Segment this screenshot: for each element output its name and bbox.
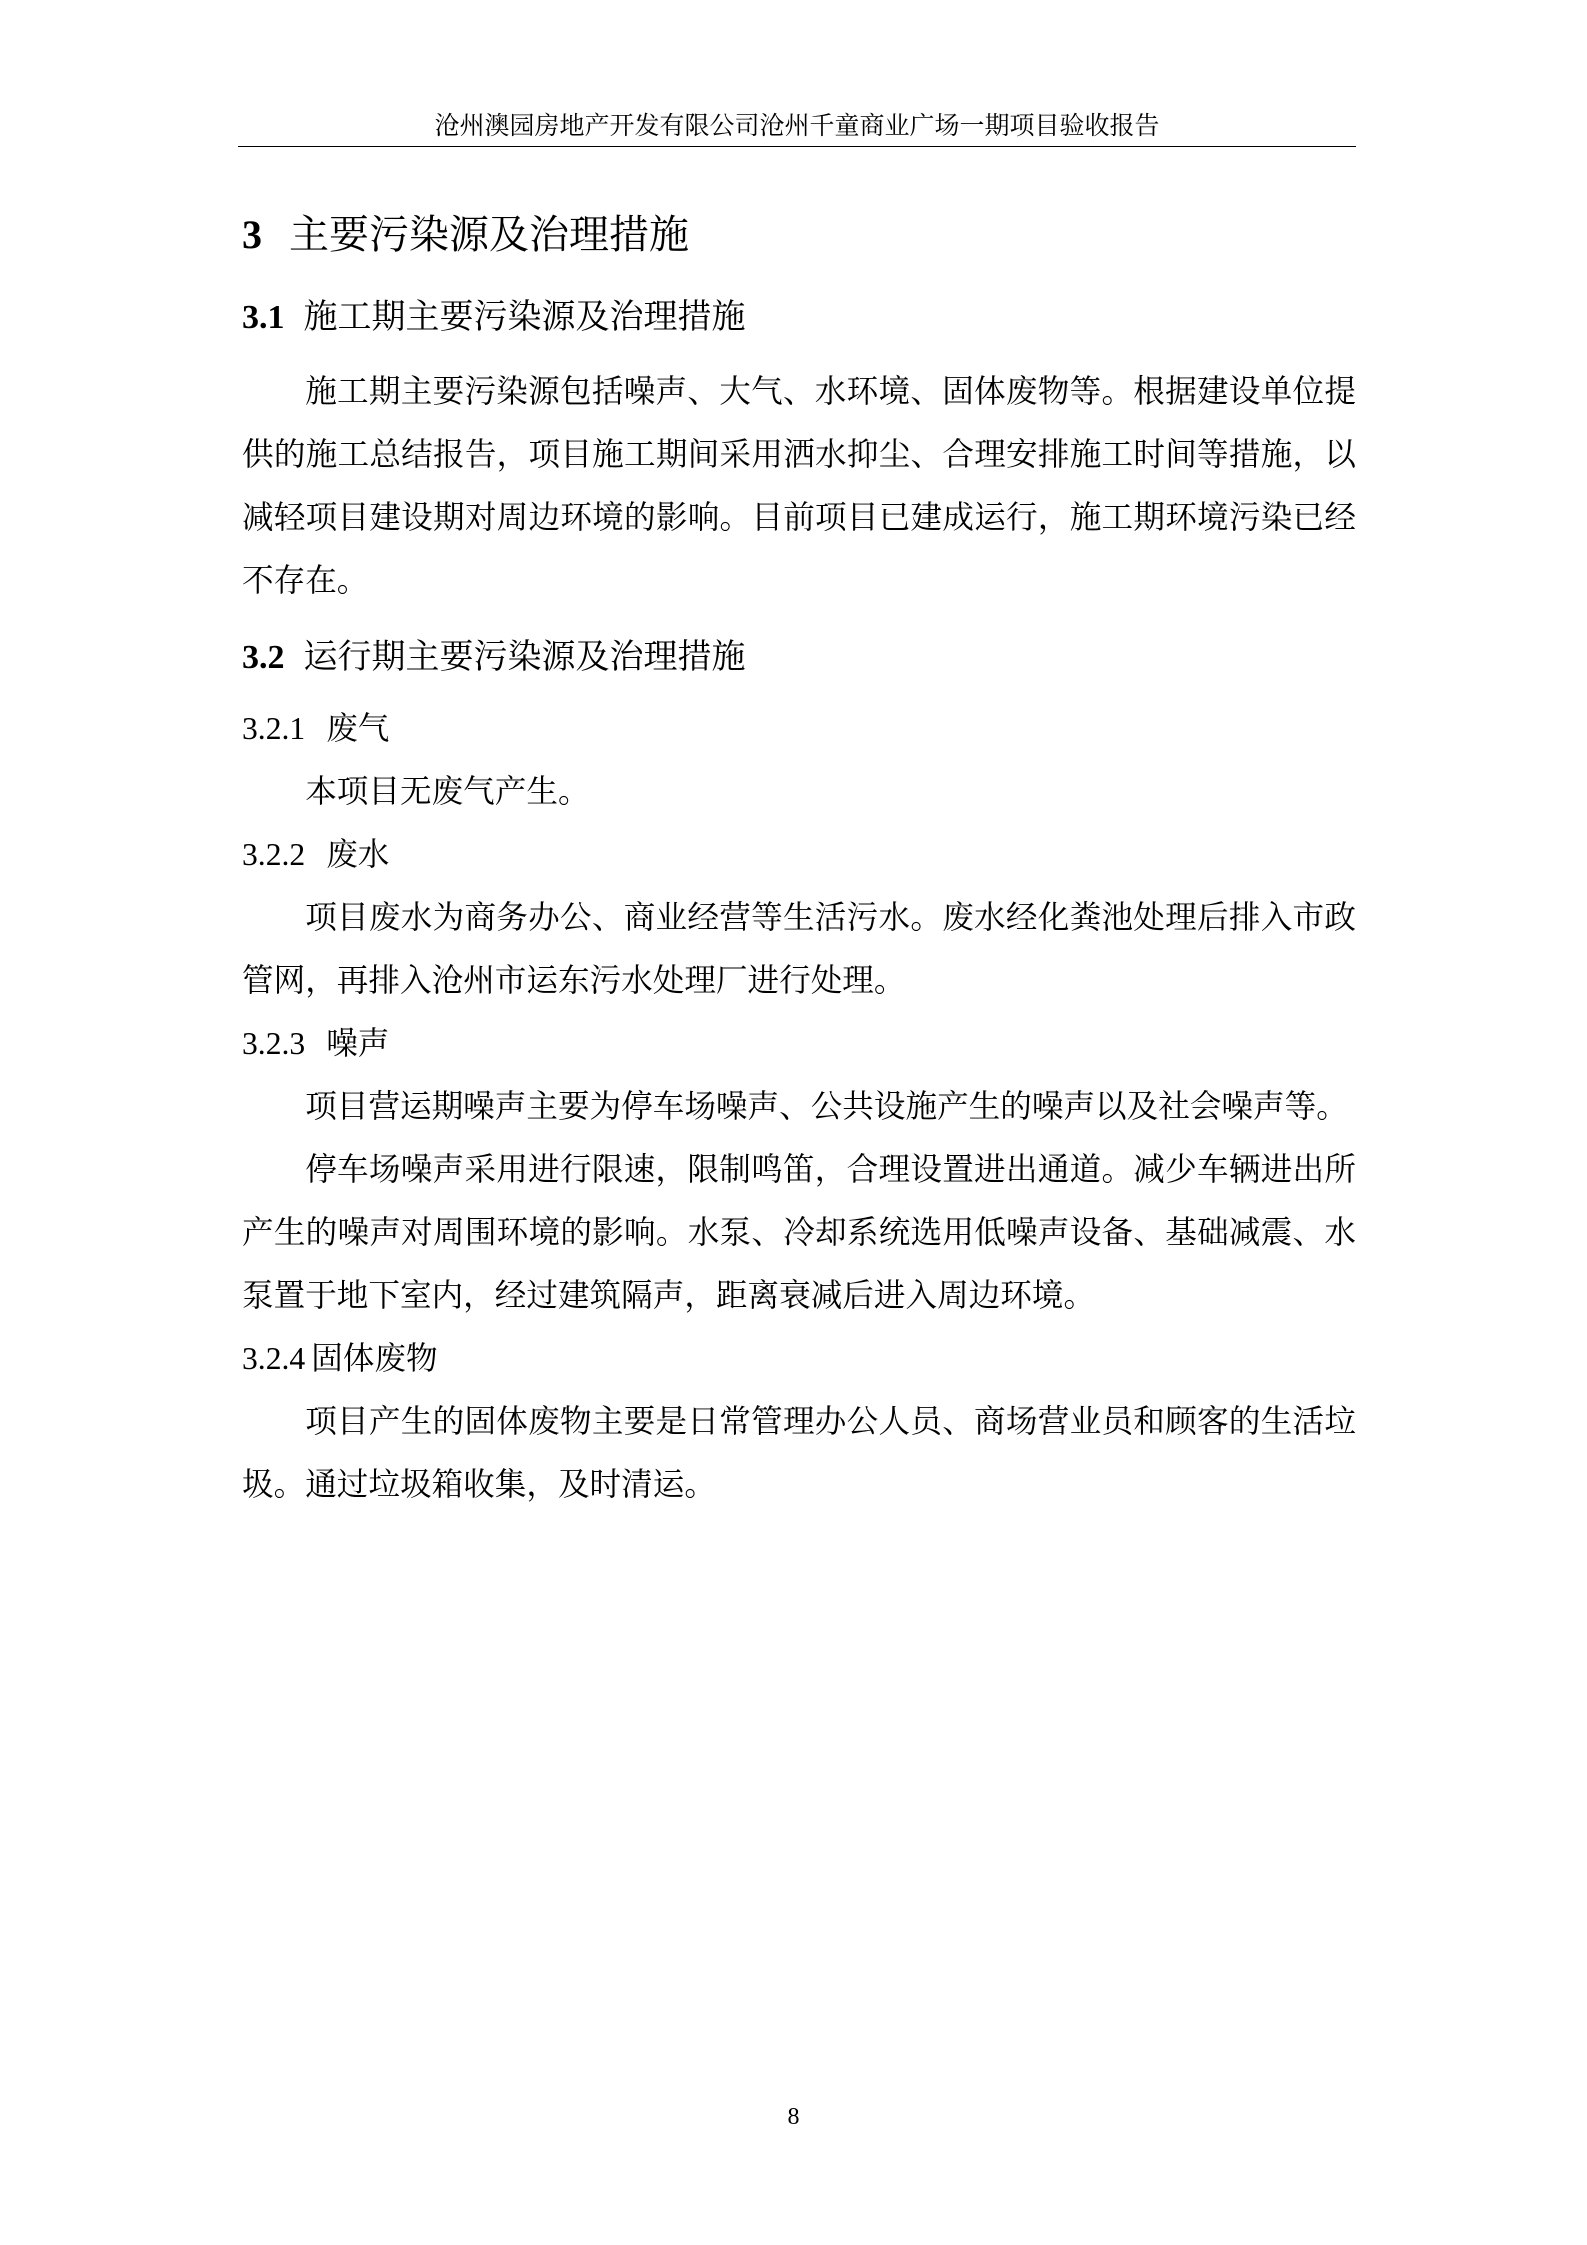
paragraph: 项目废水为商务办公、商业经营等生活污水。废水经化粪池处理后排入市政管网，再排入沧州市运东污水处理厂进行处理。 (242, 900, 1356, 998)
chapter-heading (242, 203, 1356, 267)
subsection-number: 3.2.2 (242, 837, 306, 872)
header-rule (238, 146, 1356, 147)
running-header: 沧州澳园房地产开发有限公司沧州千童商业广场一期项目验收报告 (434, 113, 1160, 140)
section-title: 运行期主要污染源及治理措施 (303, 638, 746, 676)
subsection-number: 3.2.4 (242, 1341, 306, 1376)
chapter-number: 3 (242, 212, 262, 257)
section-title: 施工期主要污染源及治理措施 (303, 298, 746, 336)
paragraph: 本项目无废气产生。 (305, 774, 590, 809)
subsection-heading-3-2-3 (242, 1012, 1356, 1075)
paragraph: 项目营运期噪声主要为停车场噪声、公共设施产生的噪声以及社会噪声等。 (305, 1089, 1348, 1124)
subsection-title: 废水 (326, 837, 390, 872)
subsection-title: 噪声 (326, 1026, 390, 1061)
subsection-number: 3.2.3 (242, 1026, 306, 1061)
section-number: 3.2 (242, 639, 285, 676)
subsection-heading-3-2-4 (242, 1327, 1356, 1390)
subsection-number: 3.2.1 (242, 711, 306, 746)
paragraph: 项目产生的固体废物主要是日常管理办公人员、商场营业员和顾客的生活垃圾。通过垃圾箱收集，及时清运。 (242, 1404, 1356, 1502)
section-number: 3.1 (242, 299, 285, 336)
chapter-title: 主要污染源及治理措施 (289, 213, 689, 257)
section-heading-3-1 (242, 285, 1356, 349)
page-content (242, 203, 1356, 1516)
paragraph: 施工期主要污染源包括噪声、大气、水环境、固体废物等。根据建设单位提供的施工总结报告，项目施工期间采用洒水抑尘、合理安排施工时间等措施，以减轻项目建设期对周边环境的影响。目前项目已建成运行，施工期环境污染已经不存在。 (242, 374, 1356, 598)
subsection-heading-3-2-1 (242, 697, 1356, 760)
page-number: 8 (787, 2104, 800, 2130)
paragraph: 停车场噪声采用进行限速，限制鸣笛，合理设置进出通道。减少车辆进出所产生的噪声对周围环境的影响。水泵、冷却系统选用低噪声设备、基础减震、水泵置于地下室内，经过建筑隔声，距离衰减后进入周边环境。 (242, 1152, 1356, 1313)
subsection-title: 固体废物 (311, 1341, 438, 1376)
section-heading-3-2 (242, 625, 1356, 689)
subsection-title: 废气 (326, 711, 390, 746)
subsection-heading-3-2-2 (242, 823, 1356, 886)
